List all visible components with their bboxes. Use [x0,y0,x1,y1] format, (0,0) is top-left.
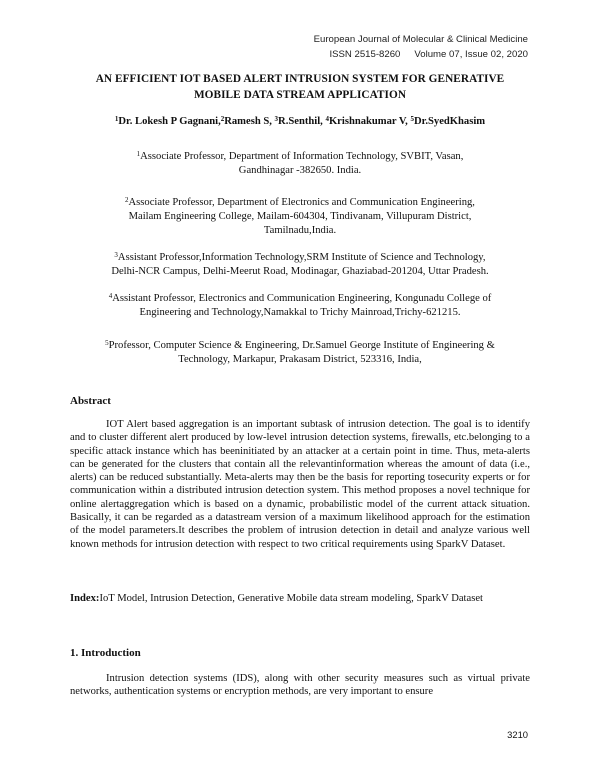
author-number: 5 [410,115,414,123]
affiliation-line [74,150,526,164]
paper-title [70,72,530,103]
author-number: 2 [220,115,225,123]
affiliation-line: Delhi-NCR Campus, Delhi-Meerut Road, Modinagar, Ghaziabad-201204, Uttar Pradesh. [111,266,489,278]
affiliation [74,339,526,367]
author-name: R.Senthil, [278,116,326,127]
page-number: 3210 [507,729,528,740]
affiliation-number: 3 [114,251,118,259]
index-label: Index: [70,593,100,604]
index-text: IoT Model, Intrusion Detection, Generative Mobile data stream modeling, SparkV Dataset [99,593,483,604]
affiliation-text: Professor, Computer Science & Engineering, Dr.Samuel George Institute of Engineering & [108,340,495,351]
affiliation-text: Assistant Professor, Electronics and Communication Engineering, Kongunadu College of [112,293,492,304]
affiliation-line [74,196,526,210]
affiliation-text: Assistant Professor,Information Technology,SRM Institute of Science and Technology, [117,252,486,263]
affiliation-number: 5 [105,339,109,347]
issn-volume-line [329,49,528,60]
journal-name: European Journal of Molecular & Clinical Medicine [313,34,528,45]
introduction-text: Intrusion detection systems (IDS), along with other security measures such as virtual private networks, authentication systems or encryption methods, are very important to ensure [70,673,530,698]
affiliation-text: Associate Professor, Department of Electronics and Communication Engineering, [128,197,475,208]
affiliation-number: 4 [108,292,113,300]
affiliation-line [74,339,526,353]
author-number: 1 [114,115,119,123]
author-number: 3 [274,115,279,123]
issn: ISSN 2515-8260 [329,49,401,60]
title-line: MOBILE DATA STREAM APPLICATION [193,88,407,101]
author-number: 4 [325,115,329,123]
affiliation-line: Gandhinagar -382650. India. [238,165,362,177]
author-list [70,115,530,129]
affiliation [74,292,526,320]
author-name: Dr.SyedKhasim [413,116,486,127]
author-name: Krishnakumar V, [328,116,411,127]
index-terms [70,592,530,605]
affiliation-number: 2 [125,196,129,204]
affiliation [74,196,526,239]
abstract-text: IOT Alert based aggregation is an important subtask of intrusion detection. The goal is to identify and to cluster different alert produced by low-level intrusion detection systems, firewalls, etc.belonging to a specific attack instance which has beeninitiated by an attacker at a certain point in time. Thus, meta-alerts can be generated for the clusters that contain all the relevantinformation whereas the amount of data (i.e., alerts) can be reduced substantially. Meta-alerts may then be the basis for reporting tosecurity experts or for communication within a distributed intrusion detection system. This method proposes a novel technique for online alertaggregation which is based on a dynamic, probabilistic model of the current attack situation. Basically, it can be regarded as a datastream version of a maximum likelihood approach for the estimation of the model parameters.It describes the problem of intrusion detection in detail and analyze various well known methods for intrusion detection with respect to two critical requirements using SparkV Dataset. [70,419,530,550]
affiliation-line: Technology, Markapur, Prakasam District, 523316, India, [178,354,422,366]
affiliation-number: 1 [136,150,141,158]
affiliation-line: Engineering and Technology,Namakkal to Trichy Mainroad,Trichy-621215. [139,307,461,319]
affiliation-line: Mailam Engineering College, Mailam-604304, Tindivanam, Villupuram District, [128,211,472,223]
affiliation-line: Tamilnadu,India. [263,225,337,237]
author-name: Dr. Lokesh P Gagnani, [118,116,221,127]
author-name: Ramesh S, [224,116,275,127]
affiliation-text: Associate Professor, Department of Information Technology, SVBIT, Vasan, [140,151,464,162]
affiliation [74,150,526,178]
introduction-heading: 1. Introduction [70,647,141,659]
volume-issue: Volume 07, Issue 02, 2020 [414,49,528,60]
affiliation [74,251,526,279]
abstract-heading: Abstract [70,395,111,407]
title-line: AN EFFICIENT IOT BASED ALERT INTRUSION SYSTEM FOR GENERATIVE [95,73,505,85]
affiliation-line [74,292,526,306]
affiliation-line [74,251,526,265]
